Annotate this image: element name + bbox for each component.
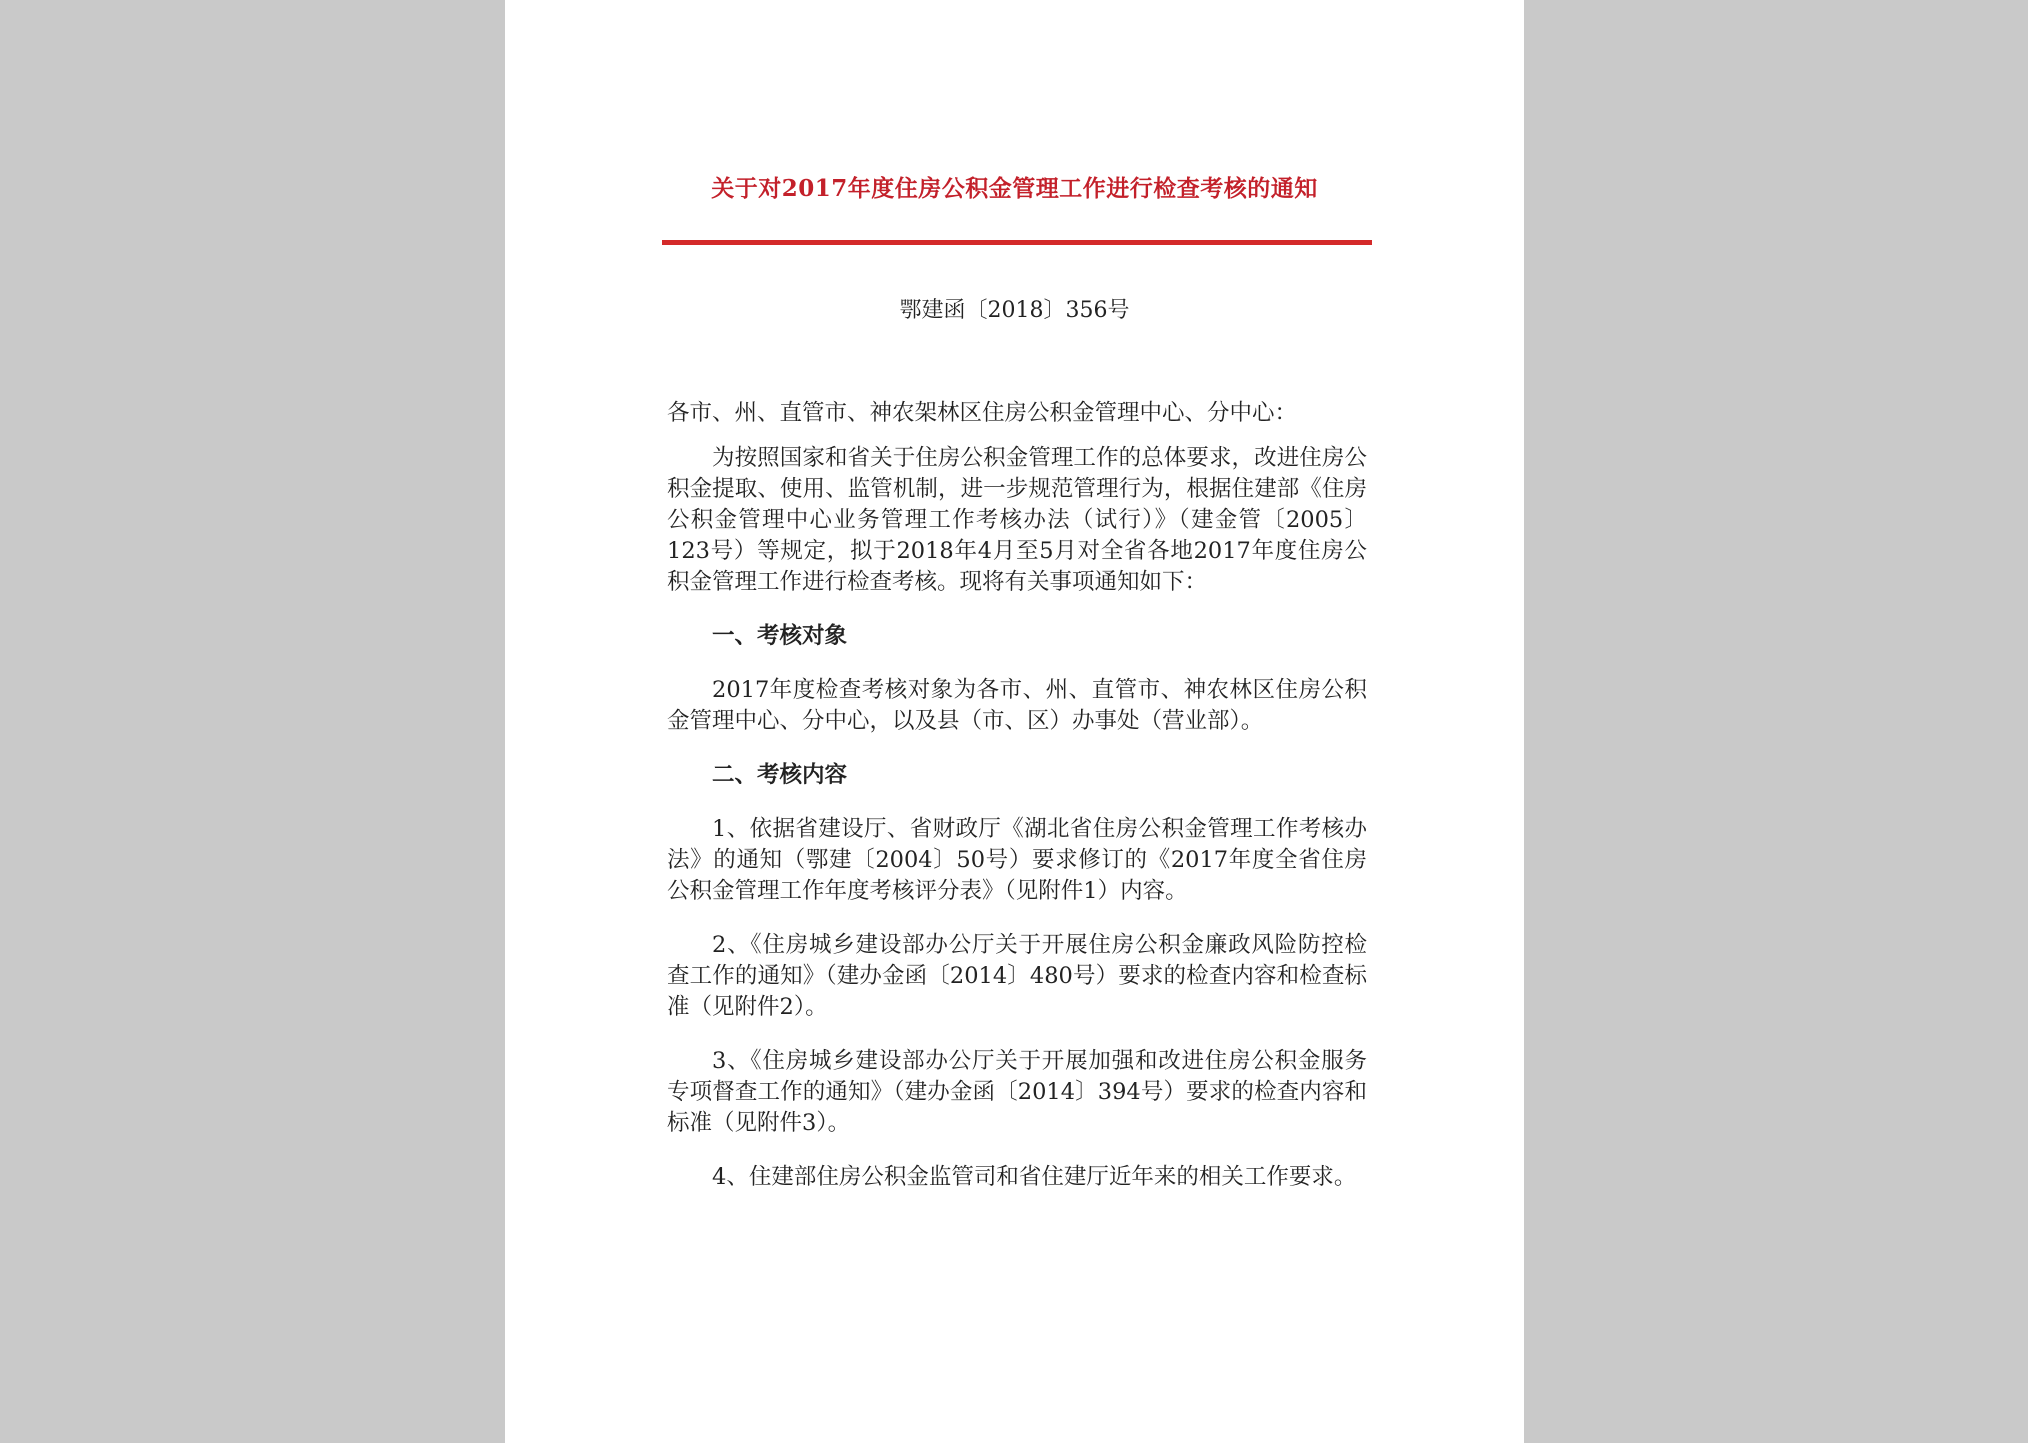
document-title: 关于对2017年度住房公积金管理工作进行检查考核的通知 [711,175,1318,202]
intro-paragraph: 为按照国家和省关于住房公积金管理工作的总体要求，改进住房公积金提取、使用、监管机制，进一步规范管理行为，根据住建部《住房公积金管理中心业务管理工作考核办法（试行）》（建金管〔2005〕123号）等规定，拟于2018年4月至5月对全省各地2017年度住房公积金管理工作进行检查考核。现将有关事项通知如下： [667,445,1367,595]
red-header-rule [662,240,1372,245]
salutation: 各市、州、直管市、神农架林区住房公积金管理中心、分中心： [667,400,1298,426]
section-heading-targets: 一、考核对象 [712,623,848,649]
section-targets-text: 2017年度检查考核对象为各市、州、直管市、神农林区住房公积金管理中心、分中心，以及县（市、区）办事处（营业部）。 [667,677,1367,734]
content-item-2: 2、《住房城乡建设部办公厅关于开展住房公积金廉政风险防控检查工作的通知》（建办金函〔2014〕480号）要求的检查内容和检查标准（见附件2）。 [667,932,1367,1020]
document-body [667,398,1367,1216]
document-number: 鄂建函〔2018〕356号 [899,298,1130,323]
content-item-3: 3、《住房城乡建设部办公厅关于开展加强和改进住房公积金服务专项督查工作的通知》（建办金函〔2014〕394号）要求的检查内容和标准（见附件3）。 [667,1048,1367,1136]
section-heading-content: 二、考核内容 [712,762,848,788]
content-item-1: 1、依据省建设厅、省财政厅《湖北省住房公积金管理工作考核办法》的通知（鄂建〔2004〕50号）要求修订的《2017年度全省住房公积金管理工作年度考核评分表》（见附件1）内容。 [667,816,1367,904]
content-item-4: 4、住建部住房公积金监管司和省住建厅近年来的相关工作要求。 [712,1164,1357,1190]
document-page [505,0,1524,1443]
